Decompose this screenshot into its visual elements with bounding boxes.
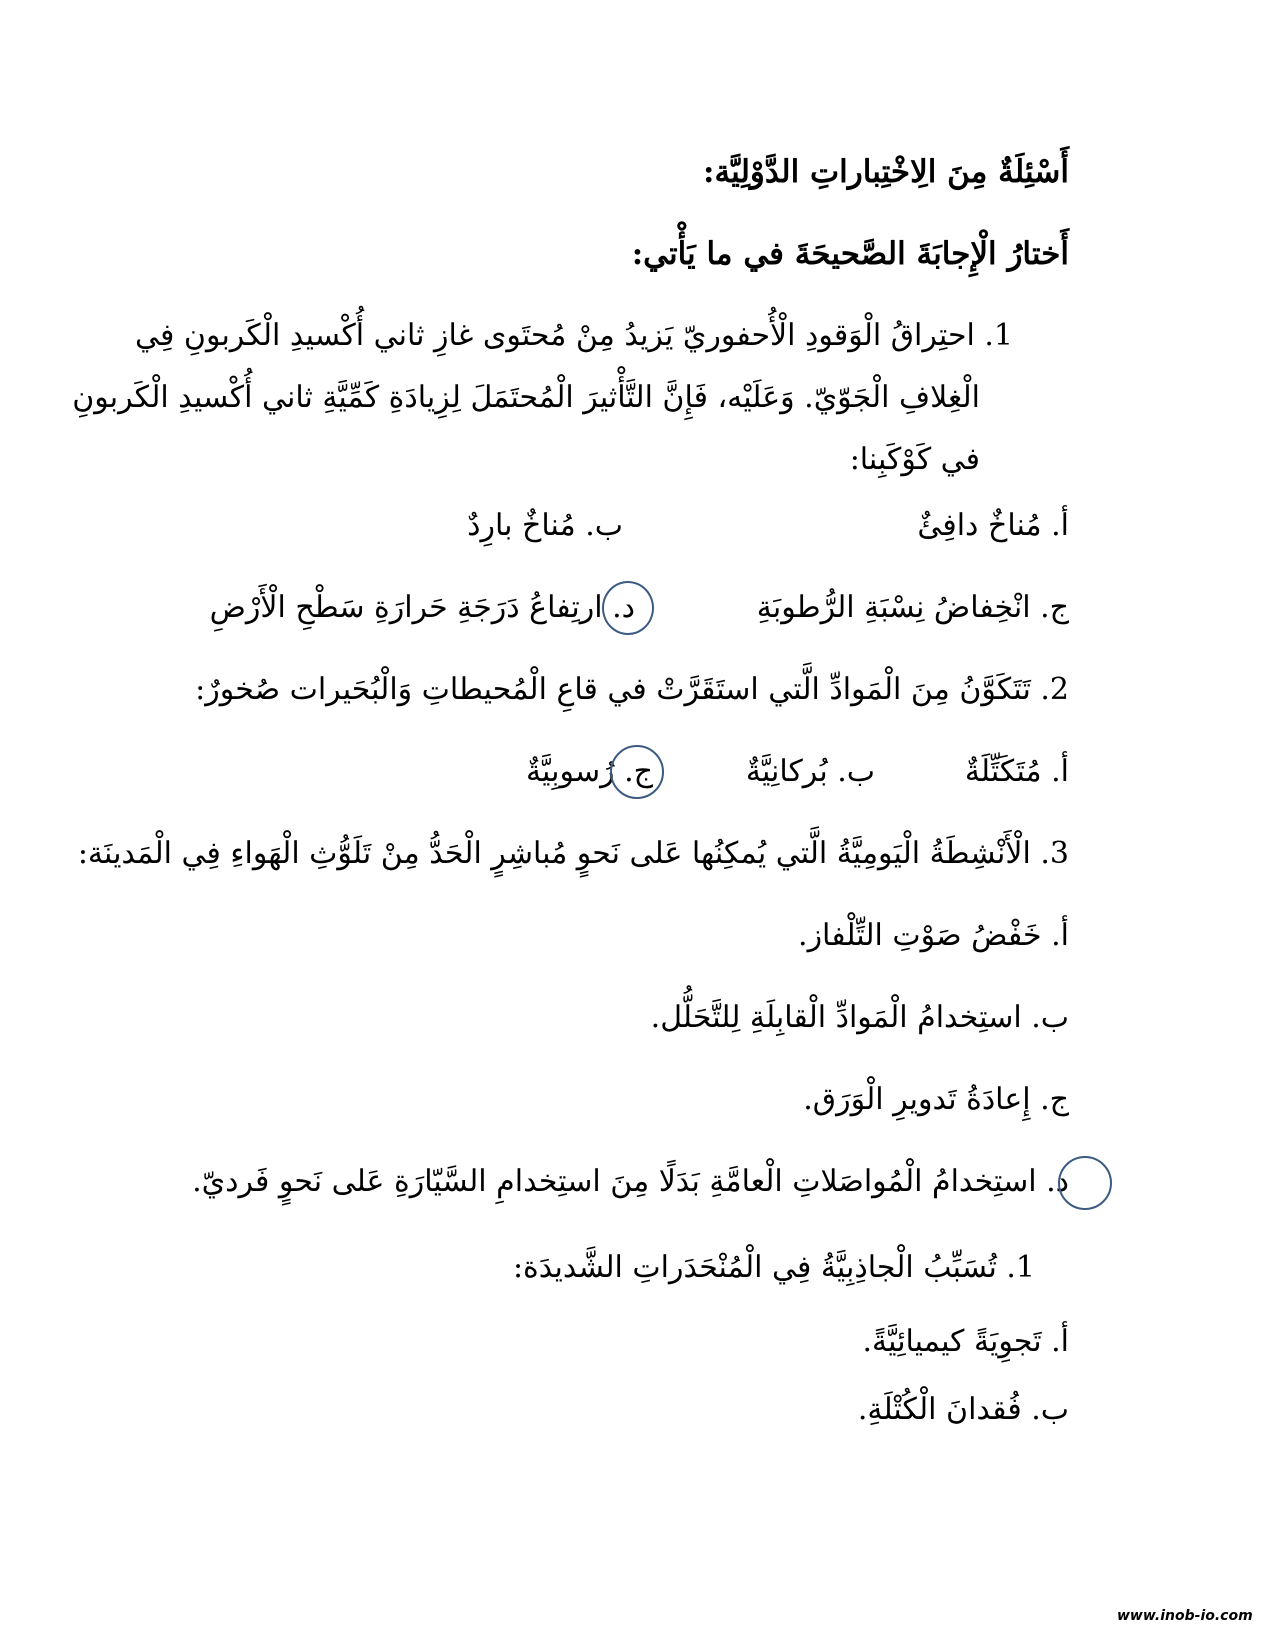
- question-3-option-d[interactable]: د. استِخدامُ الْمُواصَلاتِ الْعامَّةِ بَدَلًا مِنَ استِخدامِ السَّيّارَةِ عَلى نَحوٍ فَرديّ.: [192, 1164, 1069, 1199]
- question-1-option-c[interactable]: ج. انْخِفاضُ نِسْبَةِ الرُّطوبَةِ: [756, 590, 1069, 625]
- question-4-line: 1. تُسَبِّبُ الْجاذِبِيَّةُ فِي الْمُنْحَدَراتِ الشَّديدَة:: [512, 1250, 1035, 1285]
- question-2-option-b[interactable]: ب. بُركانِيَّةٌ: [745, 754, 875, 789]
- question-1-line-3: في كَوْكَبِنا:: [849, 442, 980, 477]
- page-title: أَسْئِلَةٌ مِنَ الِاخْتِباراتِ الدَّوْلِيَّة:: [703, 154, 1069, 190]
- question-1-line-2: الْغِلافِ الْجَوّيّ. وَعَلَيْه، فَإِنَّ التَّأْثيرَ الْمُحتَمَلَ لِزِيادَةِ كَمِّيَّةِ ثاني أُكْسيدِ الْكَربونِ: [72, 380, 980, 415]
- question-2-option-a[interactable]: أ. مُتَكَتِّلَةٌ: [964, 754, 1069, 789]
- question-3-option-a[interactable]: أ. خَفْضُ صَوْتِ التِّلْفاز.: [798, 918, 1069, 953]
- instruction-heading: أَختارُ الْإِجابَةَ الصَّحيحَةَ في ما يَأْتي:: [631, 236, 1069, 272]
- question-2-line: 2. تَتَكَوَّنُ مِنَ الْمَوادِّ الَّتي استَقَرَّتْ في قاعِ الْمُحيطاتِ وَالْبُحَيرات صُخورٌ:: [195, 672, 1069, 707]
- question-1-option-a[interactable]: أ. مُناخٌ دافِئٌ: [917, 508, 1069, 543]
- question-1-line-1: 1. احتِراقُ الْوَقودِ الْأُحفوريّ يَزيدُ مِنْ مُحتَوى غازِ ثاني أُكْسيدِ الْكَربونِ فِي: [135, 318, 1013, 353]
- question-2-option-c[interactable]: ج. رُسوبِيَّةٌ: [525, 754, 653, 789]
- question-1-option-b[interactable]: ب. مُناخٌ بارِدٌ: [467, 508, 623, 543]
- question-3-option-b[interactable]: ب. استِخدامُ الْمَوادِّ الْقابِلَةِ لِلتَّحَلُّل.: [650, 1000, 1069, 1035]
- footer-url: www.inob-io.com: [1117, 1608, 1253, 1624]
- question-4-option-b[interactable]: ب. فُقدانَ الْكُتْلَةِ.: [857, 1392, 1069, 1427]
- question-3-line: 3. الْأَنْشِطَةُ الْيَومِيَّةُ الَّتي يُمكِنُها عَلى نَحوٍ مُباشِرٍ الْحَدُّ مِنْ تَلَوُّثِ الْهَواءِ فِي الْمَدينَة:: [77, 836, 1069, 871]
- question-1-option-d[interactable]: د. ارتِفاعُ دَرَجَةِ حَرارَةِ سَطْحِ الْأَرْضِ: [209, 590, 635, 625]
- question-3-option-c[interactable]: ج. إِعادَةُ تَدويرِ الْوَرَق.: [803, 1082, 1069, 1117]
- question-4-option-a[interactable]: أ. تَجوِيَةً كيميائِيَّةً.: [862, 1324, 1069, 1359]
